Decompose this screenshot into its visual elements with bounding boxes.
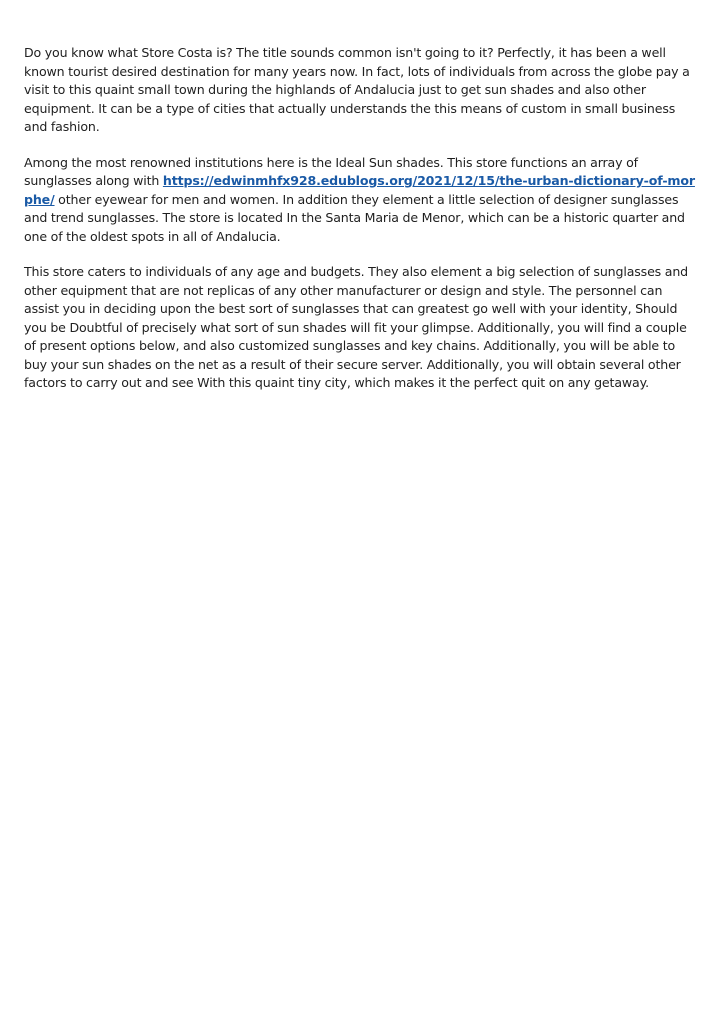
paragraph-intro: Do you know what Store Costa is? The title sounds common isn't going to it? Perfectly, it has been a well known tourist desired destination for many years now. In fact, lots of individuals from across the globe pay a visit to this quaint small town during the highlands of Andalucia just to get sun shades and also other equipment. It can be a type of cities that actually understands the this means of custom in small business and fashion. (24, 45, 690, 134)
paragraph-sun-shades (24, 154, 698, 247)
blog-link[interactable]: https://edwinmhfx928.edublogs.org/2021/12/15/the-urban-dictionary-of-morphe/ (24, 173, 695, 207)
paragraph-sun-shades-text-after: other eyewear for men and women. In addition they element a little selection of designer sunglasses and trend sunglasses. The store is located In the Santa Maria de Menor, which can be a historic quarter and one of the oldest spots in all of Andalucia. (24, 191, 685, 244)
document-body (24, 44, 698, 410)
paragraph-store-details: This store caters to individuals of any age and budgets. They also element a big selection of sunglasses and other equipment that are not replicas of any other manufacturer or design and style. The personnel can assist you in deciding upon the best sort of sunglasses that can greatest go well with your identity, Should you be Doubtful of precisely what sort of sun shades will fit your glimpse. Additionally, you will find a couple of present options below, and also customized sunglasses and key chains. Additionally, you will be able to buy your sun shades on the net as a result of their secure server. Additionally, you will obtain several other factors to carry out and see With this quaint tiny city, which makes it the perfect quit on any getaway. (24, 264, 688, 390)
paragraph-sun-shades-text-before: Among the most renowned institutions here is the Ideal Sun shades. This store functions an array of sunglasses along with (24, 154, 638, 188)
